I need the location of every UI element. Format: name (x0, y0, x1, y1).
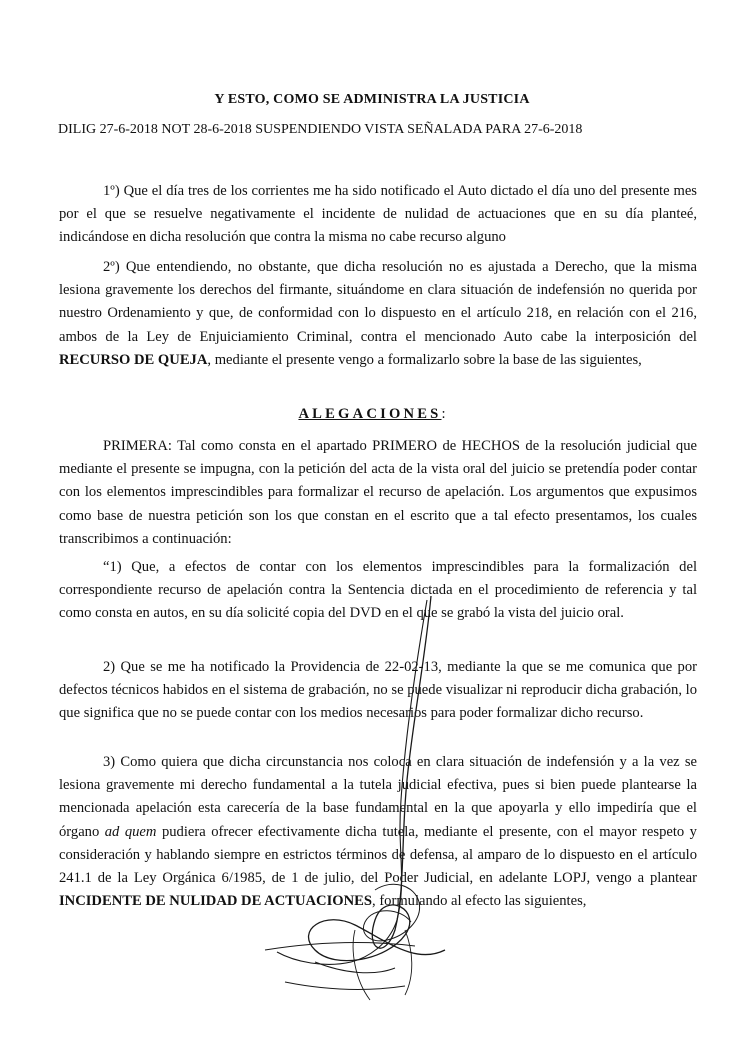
paragraph-5: 2) Que se me ha notificado la Providencia de 22-02-13, mediante la que se me comunica que por defectos técnicos habidos en el sistema de grabación, no se puede visualizar ni reproducir dicha grabación, lo que significa que no se puede contar con los medios necesarios para poder formalizar dicho recurso. (59, 659, 697, 722)
paragraph-4: “1) Que, a efectos de contar con los elementos imprescindibles para la formalización del correspondiente recurso de apelación contra la Sentencia dictada en el procedimiento de referencia y tal como consta en autos, en su día solicité copia del DVD en el que se grabó la vista del juicio oral. (59, 559, 697, 622)
recurso-de-queja: RECURSO DE QUEJA (59, 351, 208, 368)
paragraph-1: 1º) Que el día tres de los corrientes me ha sido notificado el Auto dictado el día uno del presente mes por el que se resuelve negativamente el incidente de nulidad de actuaciones que en su día planteé, indicándose en dicha resolución que contra la misma no cabe recurso alguno (59, 183, 697, 246)
paragraph-6-tail: , formulando al efecto las siguientes, (372, 893, 587, 910)
heading-text: ALEGACIONES (298, 406, 442, 422)
paragraph-block-3 (59, 435, 697, 551)
page-subtitle: DILIG 27-6-2018 NOT 28-6-2018 SUSPENDIENDO VISTA SEÑALADA PARA 27-6-2018 (58, 122, 583, 137)
page-title: Y ESTO, COMO SE ADMINISTRA LA JUSTICIA (214, 92, 530, 107)
incidente-de-nulidad: INCIDENTE DE NULIDAD DE ACTUACIONES (59, 893, 373, 910)
paragraph-2 (59, 256, 697, 372)
paragraph-3: PRIMERA: Tal como consta en el apartado PRIMERO de HECHOS de la resolución judicial que mediante el presente se impugna, con la petición del acta de la vista oral del juicio se pretendía poder contar con los elementos imprescindibles para formalizar el recurso de apelación. Los argumentos que expusimos como base de nuestra petición son los que constan en el escrito que a tal efecto presentamos, los cuales transcribimos a continuación: (59, 438, 697, 547)
paragraph-2-text: 2º) Que entendiendo, no obstante, que dicha resolución no es ajustada a Derecho, que la misma lesiona gravemente los derechos del firmante, situándome en clara situación de indefensión no querida por nuestro Ordenamiento y que, de conformidad con lo dispuesto en el artículo 218, en relación con el 216, ambos de la Ley de Enjuiciamiento Criminal, contra el mencionado Auto cabe la interposición del (59, 259, 697, 345)
paragraph-2-tail: , mediante el presente vengo a formalizarlo sobre la base de las siguientes, (207, 351, 642, 368)
ad-quem: ad quem (104, 823, 157, 840)
section-heading (0, 406, 744, 423)
paragraph-6-text: 3) Como quiera que dicha circunstancia nos coloca en clara situación de indefensión y a la vez se lesiona gravemente mi derecho fundamental a la tutela judicial efectiva, pues si bien puede plantearse la mencionada apelación esta carecería de la base fundamental en la que apoyarla y ello impediría que el órgano (59, 754, 697, 840)
paragraph-block-1 (59, 180, 697, 250)
paragraph-6-middle: pudiera ofrecer efectivamente dicha tutela, mediante el presente, con el mayor respeto y consideración y hablando siempre en estrictos términos de defensa, al amparo de lo dispuesto en el artículo 241.1 de la Ley Orgánica 6/1985, de 1 de julio, del Poder Judicial, en adelante LOPJ, vengo a plantear (59, 823, 697, 887)
paragraph-block-2 (59, 256, 697, 372)
signature-scribble-icon (255, 590, 455, 1010)
heading-colon: : (441, 406, 446, 422)
